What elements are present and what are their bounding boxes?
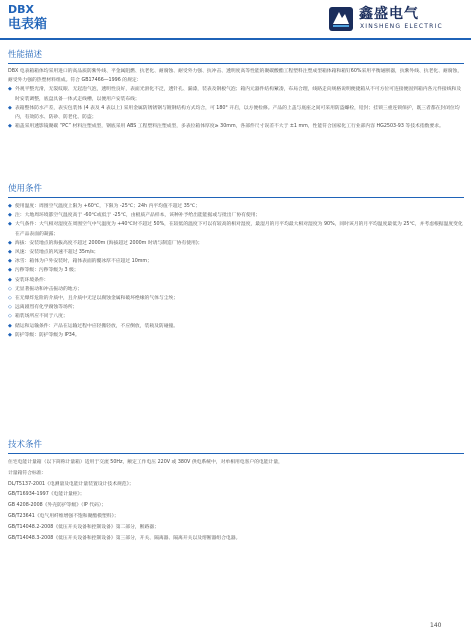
tech-standard: GB/T16934-1997《电能计量柜》；: [8, 492, 85, 498]
bullet-icon: ◆: [8, 331, 12, 338]
usage-item: [8, 202, 464, 211]
usage-item: [8, 266, 464, 275]
bullet-icon: ◆: [8, 258, 12, 265]
tech-divider: [8, 453, 464, 454]
usage-item-text: 注：大地周环境都空气温度高于 -60℃或低于 -25℃，由板质产品样本，该种补予给出能能据或与批出厂协有使用；: [15, 213, 261, 219]
usage-subitem: [8, 294, 464, 303]
header-divider: [0, 38, 471, 40]
brand-name-cn: 鑫盛电气: [359, 6, 419, 22]
tech-title: 技术条件: [8, 440, 43, 450]
performance-item: [8, 104, 464, 122]
usage-item-text: 安装环境条件：: [15, 277, 49, 283]
tech-paragraph: 住宅电能计量箱（以下简称计量箱）适用于交流 50Hz，额定工作电压 220V 或 380V 供电系统中，对单相用电客户的电能计量，: [8, 460, 283, 465]
tech-body: [8, 458, 464, 544]
brand-logo: [328, 6, 458, 32]
performance-title: 性能描述: [8, 50, 43, 60]
usage-item-text: 海拔：安装地点的海拔高度不超过 2000m (海拔超过 2000m 时请与制造厂协有使用)；: [15, 240, 203, 246]
usage-item: [8, 220, 464, 238]
bullet-icon: ◆: [8, 203, 12, 209]
bullet-icon: ◆: [8, 212, 12, 219]
page-header: [0, 0, 471, 38]
tech-standard: DL/T5137-2001《电测量及电能计量装置设计技术规范》；: [8, 481, 134, 487]
usage-body: [8, 202, 464, 340]
usage-item: [8, 331, 464, 340]
performance-body: [8, 67, 464, 131]
usage-subitem-text: 在无爆炸危险的介质中，且介质中无足以腐蚀金属和破坏绝缘的气体与尘埃；: [15, 296, 179, 302]
usage-subitem: [8, 303, 464, 312]
usage-item: [8, 239, 464, 248]
product-code: DBX: [8, 3, 34, 16]
hollow-bullet-icon: ◇: [8, 304, 12, 311]
usage-item-text: 大气条件：大气相对湿度在周围空气中气温度为 +40℃时不超过 50%，在较低的温度下可以有较高的相对湿度，最湿月的月平均最大相对湿度为 90%，同时该月的月平均温度最低为 25℃，并考虑根据温度变化在产品表面的凝露；: [15, 222, 463, 237]
tech-standard: GB/T14048.3-2008《低压开关设备和控制设备》第三部分，开关、隔离器、隔离开关以及熔断器组合电器。: [8, 535, 241, 541]
usage-title: 使用条件: [8, 184, 43, 194]
hollow-bullet-icon: ◇: [8, 295, 12, 302]
bullet-icon: ◆: [8, 123, 12, 130]
usage-subitem-text: 箱装场所应不同于八度；: [15, 314, 68, 320]
performance-intro: DBX 电表箱箱体均采用进口的高品质防紫外线、平金属阻燃、抗老化、耐腐蚀、耐受外力强、抗冲击、透明度高等性能的聚碳酸酯工程塑料注塑成型箱体箱和箱钉60%采用平衡通断器，抗紫外线、抗老化、耐腐蚀，耐受外力强的热塑材料组成。符合 GB17466—1996 的规定：: [8, 69, 463, 84]
usage-subitem-text: 远离剧烈有化学腐蚀等场所；: [15, 305, 78, 311]
product-name: 电表箱: [8, 17, 48, 32]
bullet-icon: ◆: [8, 249, 12, 256]
usage-item-text: 风速：安装地点的风速不超过 35m/s；: [15, 250, 99, 256]
usage-divider: [8, 197, 464, 198]
tech-paragraph: 计量箱符合标准：: [8, 470, 47, 476]
usage-subitem-text: 无显著振动和冲击振动的地方；: [15, 286, 83, 292]
performance-item-text: 箱盖采用透影镜聚碳 “PC” 材料注塑成型，钢底采用 ABS 工程塑料注塑成型，多表位箱体厚度≥ 30mm，各部件尺寸误差不大于 ±1 mm，性能符合国家化工行业部内容 HG2503-93 等技术指数要求。: [15, 124, 444, 130]
usage-item-text: 防护等级：防护等级为 IP34。: [15, 332, 80, 338]
usage-subitem: [8, 312, 464, 321]
bullet-icon: ◆: [8, 322, 12, 329]
performance-item: [8, 122, 464, 131]
bullet-icon: ◆: [8, 276, 12, 283]
bullet-icon: ◆: [8, 239, 12, 246]
tech-standard: GB/T23641《电气用纤维增强不饱和聚酯模塑料》；: [8, 513, 119, 519]
bullet-icon: ◆: [8, 86, 12, 93]
usage-item: [8, 322, 464, 331]
usage-item-text: 储运和运输条件：产品在运输过程中应轻搬轻放，不应倒放，装载及防碰撞。: [15, 323, 179, 329]
performance-item-text: 表箱整体防水产差，表实包装体 (4 表及 4 表以上) 采用金属防锈锈钢与镀钢结构方式均合，可 180° 开启，以方便检修。产品的上盖与底座之间可采用防盗螺栓，铅封；挂锁三重连锁保护，既三者都在封闭位均内，有效防水、防砂、防老化、防盗；: [15, 105, 460, 121]
usage-item: [8, 257, 464, 266]
hollow-bullet-icon: ◇: [8, 313, 12, 320]
page-number: 140: [430, 622, 442, 629]
performance-item: [8, 85, 464, 103]
usage-item: [8, 248, 464, 257]
brand-name-en: XINSHENG ELECTRIC: [360, 23, 443, 30]
tech-standard: GB 4208-2008《外壳防护等级》（IP 代码）；: [8, 503, 107, 509]
usage-item: [8, 211, 464, 220]
hollow-bullet-icon: ◇: [8, 285, 12, 292]
bullet-icon: ◆: [8, 267, 12, 274]
performance-item-text: 外观平整光滑，无裂纹眼、无起泡气泡，透明性良好，表面光滑化不泛，透针孔、漏漆，装表及钢板气泡；箱内元器件结构紧凑，布局合理，线路走向规格说明便捷箱从不可方位可连接便固到箱内各元件接线和及时安装调整，底盘具备一体式走线槽，以便用户安装布线；: [15, 87, 462, 102]
usage-item-text: 污秽等级：污秽等级为 3 级；: [15, 268, 79, 274]
usage-item-text: 冰雪：箱体为户外安装时，箱体表面的覆冰厚不应超过 10mm；: [15, 259, 152, 265]
tech-standard: GB/T14048.2-2008《低压开关设备和控制设备》第二部分，断路器；: [8, 524, 159, 530]
bullet-icon: ◆: [8, 104, 12, 111]
brand-logo-icon: [328, 6, 354, 32]
usage-subitem: [8, 285, 464, 294]
performance-divider: [8, 63, 464, 64]
usage-item: [8, 276, 464, 285]
usage-item-text: 使用温度：周围空气温度上限为 +60℃，下限为 -25℃；24h 内平均值不超过 35℃；: [15, 204, 200, 209]
bullet-icon: ◆: [8, 221, 12, 228]
